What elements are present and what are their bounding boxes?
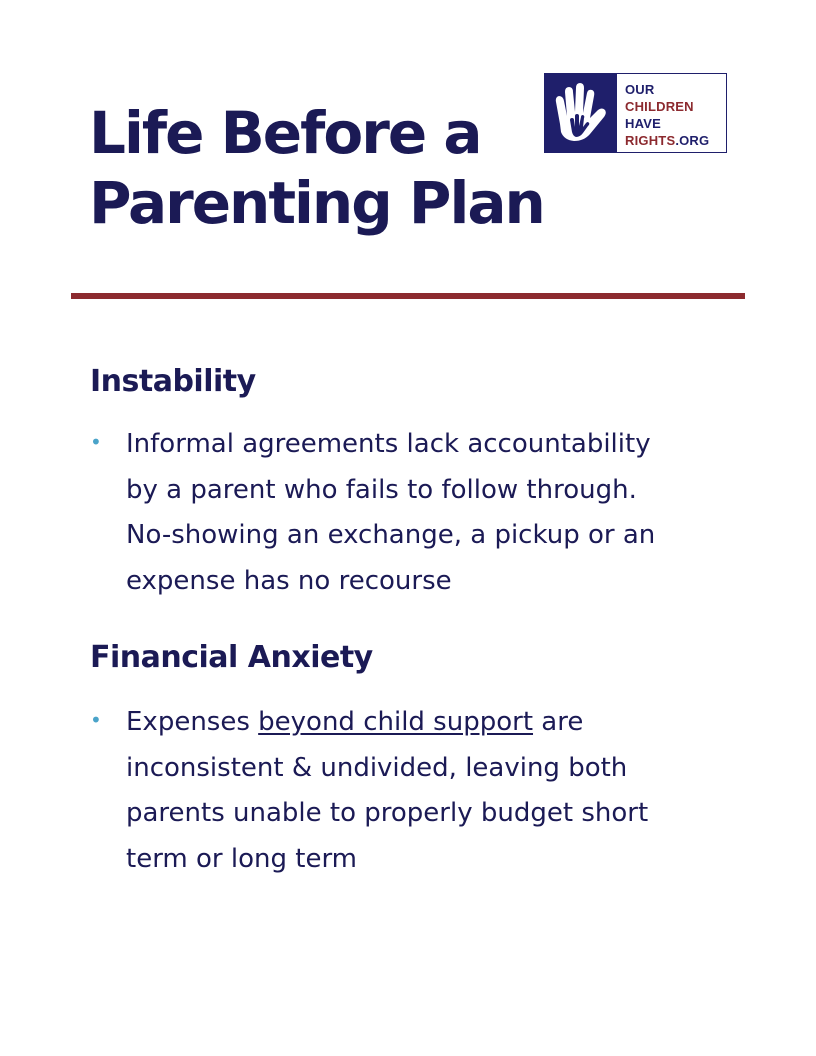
- bullet-dot: •: [90, 430, 102, 454]
- our-children-have-rights-logo[interactable]: [544, 73, 727, 153]
- section-divider: [71, 293, 745, 299]
- beyond-child-support-link[interactable]: beyond child support: [258, 707, 534, 737]
- logo-text-line: HAVE: [625, 116, 661, 131]
- logo-text-org: .ORG: [675, 133, 710, 148]
- section-heading-financial-anxiety: Financial Anxiety: [90, 640, 373, 675]
- logo-text-line: CHILDREN: [625, 99, 694, 114]
- paragraph-line: term or long term: [126, 843, 358, 874]
- logo-wordmark: [617, 74, 726, 152]
- paragraph-text: are: [533, 707, 584, 737]
- logo-text-line: OUR: [625, 82, 655, 97]
- page-title-line: Life Before a: [89, 99, 481, 167]
- paragraph-line: parents unable to properly budget short: [126, 798, 649, 828]
- page-title-line: Parenting Plan: [89, 169, 544, 237]
- paragraph-line: expense has no recourse: [126, 565, 452, 596]
- financial-anxiety-paragraph: [126, 700, 786, 882]
- instability-paragraph: [126, 422, 786, 604]
- paragraph-line: Informal agreements lack accountability: [126, 429, 651, 459]
- logo-text-rights: RIGHTS: [625, 133, 676, 148]
- logo-text-line: [625, 132, 726, 149]
- paragraph-line: by a parent who fails to follow through.: [126, 474, 637, 505]
- paragraph-text: Expenses: [126, 707, 259, 737]
- section-heading-instability: Instability: [90, 364, 256, 399]
- page-title: [89, 98, 544, 238]
- bullet-dot: •: [90, 708, 102, 732]
- hands-icon: [545, 74, 617, 152]
- paragraph-line: inconsistent & undivided, leaving both: [126, 752, 628, 783]
- paragraph-line: No-showing an exchange, a pickup or an: [126, 520, 656, 550]
- paragraph-line: [126, 700, 786, 746]
